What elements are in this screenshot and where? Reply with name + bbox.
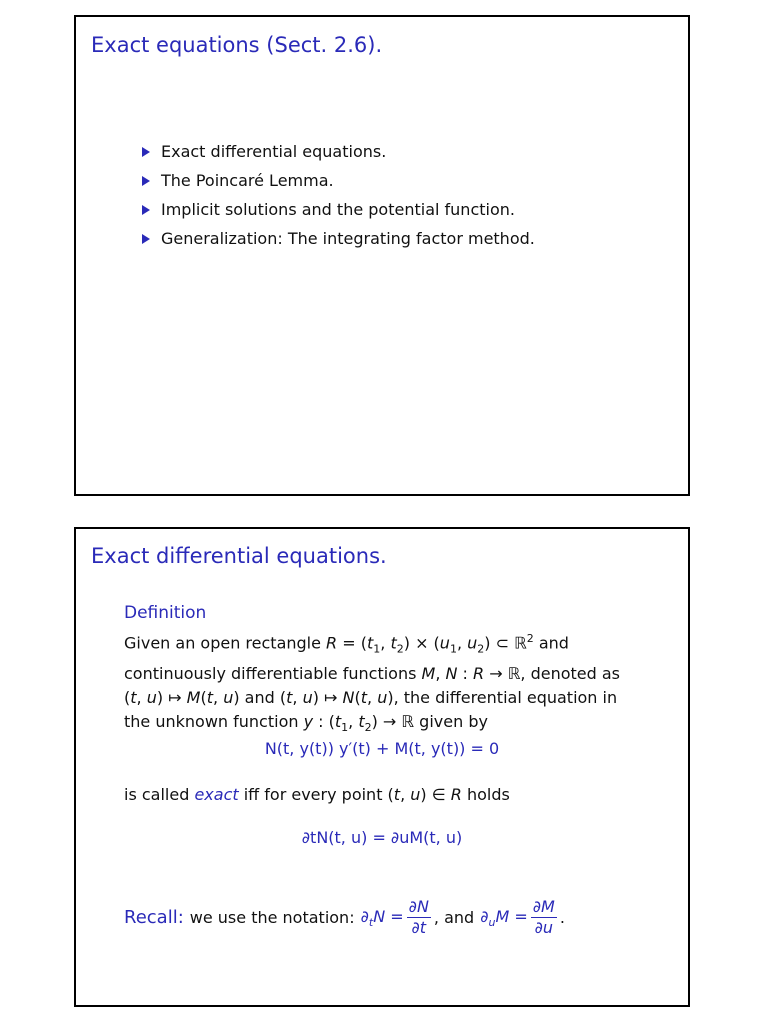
definition-paragraph	[124, 627, 620, 740]
recall-formula-N: $\partial_tN$ = $\frac{\partial N}{\partial t}$	[360, 897, 429, 937]
bullet-item: The Poincaré Lemma.	[142, 166, 535, 195]
paragraph-line-4: the unknown function y : ($t_1$, $t_2$) → ℝ given by	[124, 711, 488, 734]
slide-1-title: Exact equations (Sect. 2.6).	[91, 33, 383, 57]
bullet-triangle-icon	[142, 234, 150, 244]
paragraph-line-1: Given an open rectangle $R = (t_1$, $t_2) \times (u_1$, $u_2$) ⊂ ℝ$^2$ and	[124, 632, 569, 656]
recall-note: Recall: we use the notation: $\partial_tN$ = $\frac{\partial N}{\partial t}$ , and $\partial_uM$ = $\frac{\partial M}{\partial u}$ .	[124, 897, 565, 937]
bullet-triangle-icon	[142, 147, 150, 157]
definition-heading: Definition	[124, 603, 207, 623]
bullet-item: Implicit solutions and the potential function.	[142, 195, 535, 224]
exact-condition-text: is called exact iff for every point (t, u) ∈ R holds	[124, 785, 510, 804]
slide-1	[74, 15, 690, 496]
paragraph-line-3: (t, u) ↦ M(t, u) and (t, u) ↦ N(t, u), the differential equation in	[124, 687, 618, 707]
recall-formula-M: $\partial_uM$ = $\frac{\partial M}{\partial u}$	[480, 897, 555, 937]
bullet-item: Exact differential equations.	[142, 137, 535, 166]
slide-2-title: Exact differential equations.	[91, 544, 387, 568]
bullet-item: Generalization: The integrating factor method.	[142, 224, 535, 253]
bullet-list	[142, 137, 535, 253]
paragraph-line-2: continuously differentiable functions M, N : R → ℝ, denoted as	[124, 663, 621, 683]
bullet-triangle-icon	[142, 205, 150, 215]
recall-text: we use the notation:	[189, 908, 355, 927]
equation-exactness-condition: ∂tN(t, u) = ∂uM(t, u)	[301, 828, 463, 847]
slide-2	[74, 527, 690, 1007]
equation-exact-ode: N(t, y(t)) y′(t) + M(t, y(t)) = 0	[264, 739, 500, 758]
recall-label: Recall:	[124, 907, 184, 928]
bullet-triangle-icon	[142, 176, 150, 186]
